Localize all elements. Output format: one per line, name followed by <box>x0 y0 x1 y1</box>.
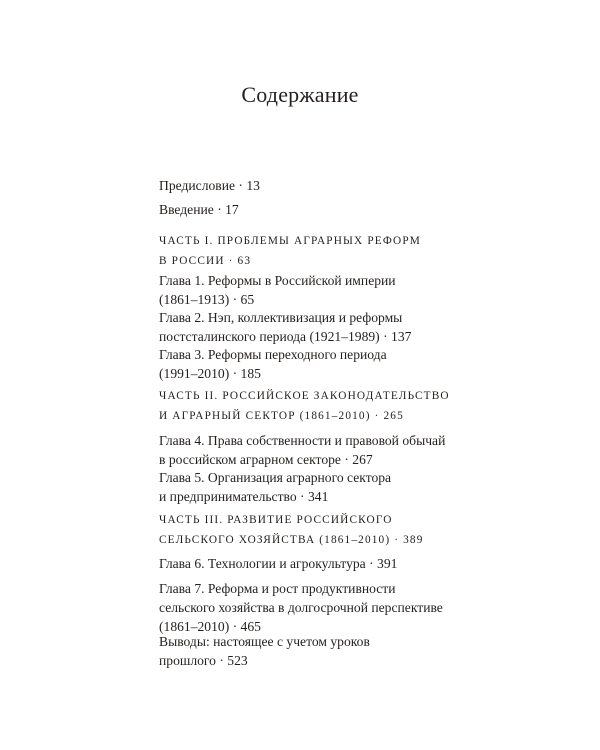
toc-chapter-3[interactable]: Глава 3. Реформы переходного периода (1991–2010) · 185 <box>159 347 387 381</box>
toc-chapter-5[interactable]: Глава 5. Организация аграрного сектора и предпринимательство · 341 <box>159 470 392 504</box>
toc-conclusions[interactable]: Выводы: настоящее с учетом уроков прошлого · 523 <box>159 634 370 668</box>
toc-chapter-6[interactable]: Глава 6. Технологии и агрокультура · 391 <box>159 556 398 571</box>
toc-part-2[interactable]: ЧАСТЬ II. РОССИЙСКОЕ ЗАКОНОДАТЕЛЬСТВО И АГРАРНЫЙ СЕКТОР (1861–2010) · 265 <box>159 390 450 422</box>
toc-entry-introduction[interactable]: Введение · 17 <box>159 202 239 217</box>
toc-chapter-1[interactable]: Глава 1. Реформы в Российской империи (1861–1913) · 65 <box>159 273 396 307</box>
toc-part-1[interactable]: ЧАСТЬ I. ПРОБЛЕМЫ АГРАРНЫХ РЕФОРМ В РОССИИ · 63 <box>159 235 421 267</box>
toc-chapter-4[interactable]: Глава 4. Права собственности и правовой обычай в российском аграрном секторе · 267 <box>159 433 446 467</box>
toc-chapter-7[interactable]: Глава 7. Реформа и рост продуктивности сельского хозяйства в долгосрочной перспективе (1861–2010) · 465 <box>159 581 443 634</box>
page-title: Содержание <box>241 82 359 107</box>
toc-entry-foreword[interactable]: Предисловие · 13 <box>159 178 260 193</box>
toc-part-3[interactable]: ЧАСТЬ III. РАЗВИТИЕ РОССИЙСКОГО СЕЛЬСКОГО ХОЗЯЙСТВА (1861–2010) · 389 <box>159 514 424 546</box>
toc-chapter-2[interactable]: Глава 2. Нэп, коллективизация и реформы постсталинского периода (1921–1989) · 137 <box>159 310 412 344</box>
